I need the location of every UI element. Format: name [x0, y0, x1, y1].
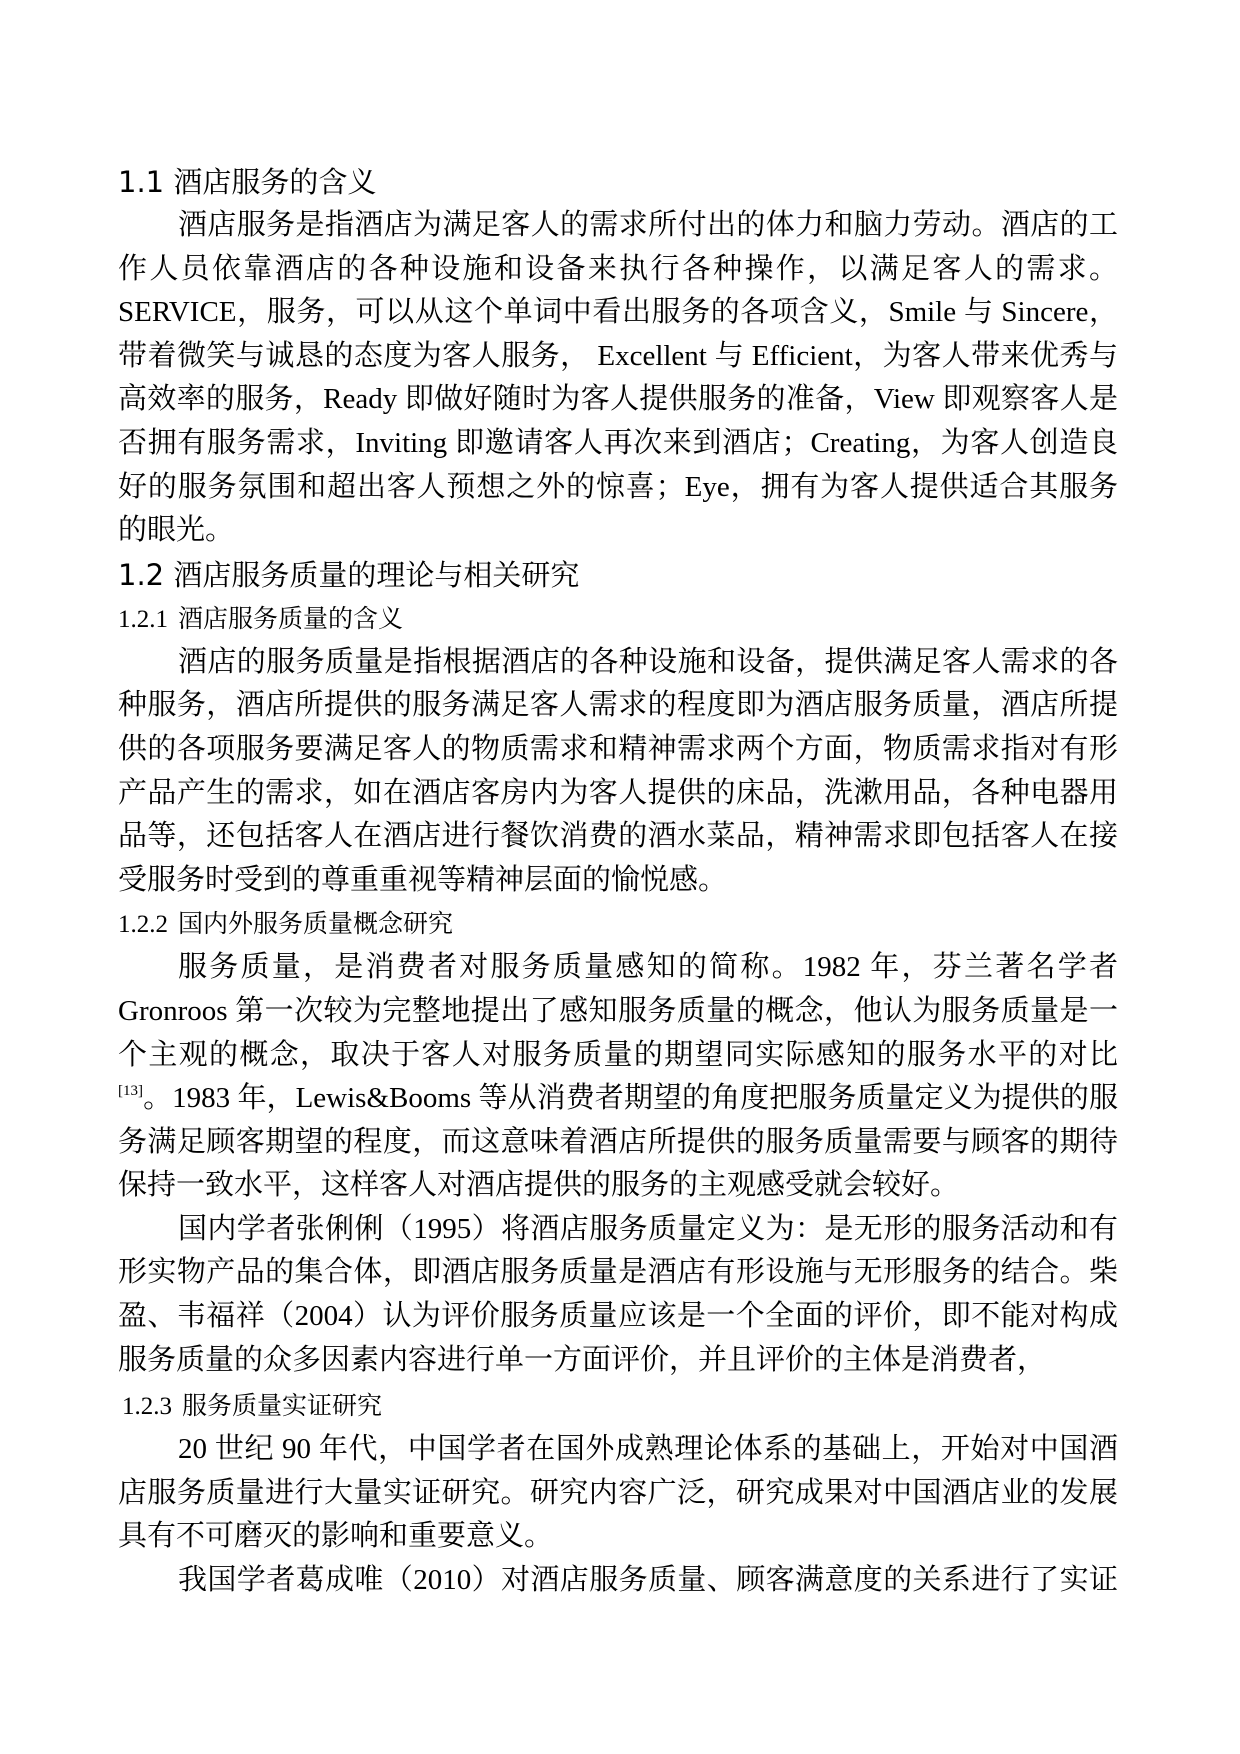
text-line: 保持一致水平，这样客人对酒店提供的服务的主观感受就会较好。	[118, 1169, 960, 1202]
text-line: 我国学者葛成唯（2010）对酒店服务质量、顾客满意度的关系进行了实证	[178, 1564, 1118, 1597]
text-line: Gronroos 第一次较为完整地提出了感知服务质量的概念，他认为服务质量是一	[118, 994, 1118, 1027]
text-line: 个主观的概念，取决于客人对服务质量的期望同实际感知的服务水平的对比	[118, 1038, 1118, 1071]
subsection-title: 服务质量实证研究	[182, 1391, 383, 1421]
paragraph-1-2-2-a	[118, 946, 1118, 1208]
document-body	[118, 160, 1118, 1603]
subsection-heading-1-2-1	[118, 597, 1118, 641]
text-line: 国内学者张俐俐（1995）将酒店服务质量定义为：是无形的服务活动和有	[178, 1212, 1118, 1245]
text-line: 盈、韦福祥（2004）认为评价服务质量应该是一个全面的评价，即不能对构成	[118, 1300, 1118, 1333]
paragraph-1-2-3-a	[118, 1428, 1118, 1559]
text-line: 20 世纪 90 年代，中国学者在国外成熟理论体系的基础上，开始对中国酒	[178, 1433, 1118, 1466]
subsection-number: 1.2.3	[122, 1393, 172, 1421]
subsection-title: 酒店服务质量的含义	[178, 603, 404, 633]
text-line: 酒店的服务质量是指根据酒店的各种设施和设备，提供满足客人需求的各	[178, 645, 1118, 678]
text-line: 店服务质量进行大量实证研究。研究内容广泛，研究成果对中国酒店业的发展	[118, 1476, 1118, 1509]
paragraph-1-2-2-b	[118, 1208, 1118, 1382]
text-line: 供的各项服务要满足客人的物质需求和精神需求两个方面，物质需求指对有形	[118, 732, 1118, 765]
text-line-with-citation	[118, 1077, 1118, 1121]
paragraph-1-1	[118, 204, 1118, 553]
text-line: 带着微笑与诚恳的态度为客人服务， Excellent 与 Efficient，为客人带来优秀与	[118, 339, 1118, 372]
text-line: 具有不可磨灭的影响和重要意义。	[118, 1520, 554, 1553]
text-line: 否拥有服务需求，Inviting 即邀请客人再次来到酒店；Creating，为客人创造良	[118, 426, 1118, 459]
paragraph-1-2-1	[118, 641, 1118, 903]
text-line: 的眼光。	[118, 514, 235, 547]
paragraph-1-2-3-b	[118, 1559, 1118, 1603]
text-line: 种服务，酒店所提供的服务满足客人需求的程度即为酒店服务质量，酒店所提	[118, 689, 1118, 722]
section-heading-1-2: 1.2 酒店服务质量的理论与相关研究	[118, 557, 580, 592]
text-line: 高效率的服务，Ready 即做好随时为客人提供服务的准备，View 即观察客人是	[118, 383, 1118, 416]
text-line: 形实物产品的集合体，即酒店服务质量是酒店有形设施与无形服务的结合。柴	[118, 1256, 1118, 1289]
citation-reference: [13]	[118, 1083, 143, 1100]
text-line: 务满足顾客期望的程度，而这意味着酒店所提供的服务质量需要与顾客的期待	[118, 1125, 1118, 1158]
text-line: 服务质量的众多因素内容进行单一方面评价，并且评价的主体是消费者，	[118, 1343, 1047, 1376]
text-line: SERVICE，服务，可以从这个单词中看出服务的各项含义，Smile 与 Sincere，	[118, 296, 1118, 329]
text-line: 作人员依靠酒店的各种设施和设备来执行各种操作，以满足客人的需求。	[118, 252, 1118, 285]
text-line: 酒店服务是指酒店为满足客人的需求所付出的体力和脑力劳动。酒店的工	[178, 209, 1118, 241]
text-line: 产品产生的需求，如在酒店客房内为客人提供的床品，洗漱用品，各种电器用	[118, 776, 1118, 809]
text-line: 受服务时受到的尊重重视等精神层面的愉悦感。	[118, 863, 728, 896]
subsection-heading-1-2-3	[118, 1384, 1118, 1428]
text-line: 好的服务氛围和超出客人预想之外的惊喜；Eye，拥有为客人提供适合其服务	[118, 470, 1118, 503]
subsection-heading-1-2-2	[118, 902, 1118, 946]
subsection-title: 国内外服务质量概念研究	[178, 909, 454, 939]
text-line: 品等，还包括客人在酒店进行餐饮消费的酒水菜品，精神需求即包括客人在接	[118, 820, 1118, 853]
section-heading-1-1: 1.1 酒店服务的含义	[118, 165, 377, 199]
text-fragment: 。1983 年，Lewis&Booms 等从消费者期望的角度把服务质量定义为提供的服	[143, 1082, 1118, 1115]
subsection-number: 1.2.1	[118, 605, 168, 633]
text-line: 服务质量，是消费者对服务质量感知的简称。1982 年，芬兰著名学者	[178, 951, 1118, 984]
subsection-number: 1.2.2	[118, 911, 168, 939]
